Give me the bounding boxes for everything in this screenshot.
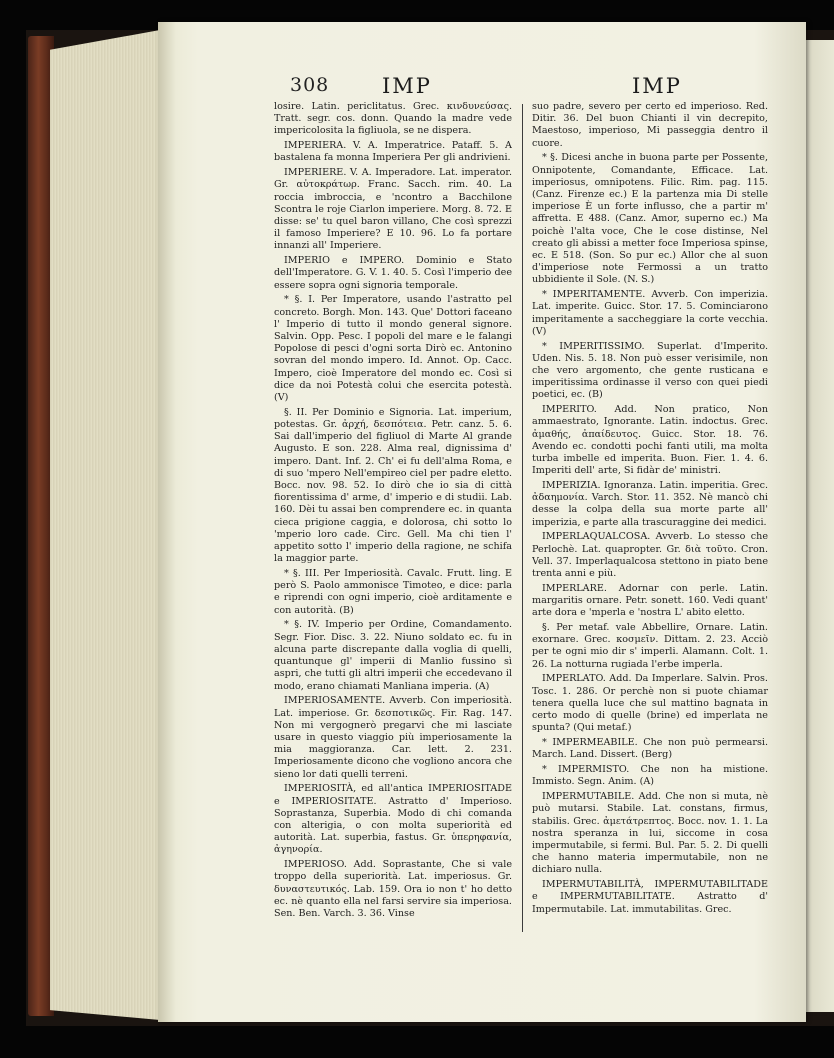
entry: * IMPERITAMENTE. Avverb. Con imperizia. Lat. imperite. Guicc. Stor. 17. 5. Cominciarono imperitamente a saccheggiare la corte vecchia. (V)	[532, 289, 768, 337]
page-number: 308	[290, 74, 330, 96]
column-divider	[522, 104, 523, 932]
entry: * §. Dicesi anche in buona parte per Possente, Onnipotente, Comandante, Efficace. Lat. imperiosus, omnipotens. Filic. Rim. pag. 115. (Canz. Firenze ec.) E la partenza mia Di stelle imperiose È un forte influsso, che a partir m' affretta. E 488. (Canz. Amor, superno ec.) Ma poichè l'alta voce, Che le cose distinse, Nel creato gli abissi a metter foce Imperiosa spinse, ec. E 518. (Son. So pur ec.) Allor che al suon d'imperiose note Fermossi a un tratto ubbidiente il Sole. (N. S.)	[532, 152, 768, 286]
running-head-left: IMP	[382, 74, 432, 98]
entry: IMPERMUTABILE. Add. Che non si muta, nè può mutarsi. Stabile. Lat. constans, firmus, stabilis. Grec. ἀμετάτρεπτος. Bocc. nov. 1. 1. La nostra speranza in lui, siccome in cosa impermutabile, si fermi. Bul. Par. 5. 2. Di quelli che hanno materia impermutabile, non ne dichiaro nulla.	[532, 791, 768, 876]
entry: §. Per metaf. vale Abbellire, Ornare. Latin. exornare. Grec. κοσμεῖν. Dittam. 2. 23. Acciò per te ogni mio dir s' imperli. Alamann. Colt. 1. 26. La notturna rugiada l'erbe imperla.	[532, 622, 768, 670]
entry: suo padre, severo per certo ed imperioso. Red. Ditir. 36. Del buon Chianti il vin decrepito, Maestoso, imperioso, Mi passeggia dentro il cuore.	[532, 101, 768, 149]
entry: IMPERIO e IMPERO. Dominio e Stato dell'Imperatore. G. V. 1. 40. 5. Così l'imperio dee essere sopra ogni signoria temporale.	[274, 255, 512, 291]
right-column	[532, 101, 768, 941]
entry: IMPERIOSITÀ, ed all'antica IMPERIOSITADE e IMPERIOSITATE. Astratto d' Imperioso. Soprastanza, Superbia. Modo di chi comanda con alterigia, o con molta superiorità ed autorità. Lat. superbia, fastus. Gr. ὑπερηφανία, ἀγηνορία.	[274, 783, 512, 856]
left-column	[274, 101, 512, 941]
entry: IMPERIERE. V. A. Imperadore. Lat. imperator. Gr. αὐτοκράτωρ. Franc. Sacch. rim. 40. La roccia imbroccia, e 'ncontro a Bacchilone Scontra le roje Ciarlon imperiere. Morg. 8. 72. E disse: se' tu quel baron villano, Che così sprezzi il famoso Imperiere? E 10. 96. Lo fa portare innanzi all' Imperiere.	[274, 167, 512, 252]
entry: IMPERMUTABILITÀ, IMPERMUTABILITADE e IMPERMUTABILITATE. Astratto d' Impermutabile. Lat. immutabilitas. Grec.	[532, 879, 768, 915]
entry: IMPERLARE. Adornar con perle. Latin. margaritis ornare. Petr. sonett. 160. Vedi quant' arte dora e 'mperla e 'nostra L' abito eletto.	[532, 582, 768, 619]
entry: * §. III. Per Imperiosità. Cavalc. Frutt. ling. E però S. Paolo ammonisce Timoteo, e dice: parla e riprendi con ogni imperio, cioè arditamente e con autorità. (B)	[274, 568, 512, 616]
entry: IMPERLAQUALCOSA. Avverb. Lo stesso che Perlochè. Lat. quapropter. Gr. διὰ τοῦτο. Cron. Vell. 37. Imperlaqualcosa stettono in piato bene trenta anni e più.	[532, 531, 768, 580]
entry: * §. IV. Imperio per Ordine, Comandamento. Segr. Fior. Disc. 3. 22. Niuno soldato ec. fu in alcuna parte discrepante dalla voglia di quelli, quantunque gl' imperii di Manlio fussino sì aspri, che tutti gli altri imperii che eccedevano il modo, erano chiamati Manliana imperia. (A)	[274, 619, 512, 692]
entry: IMPERIOSO. Add. Soprastante, Che si vale troppo della superiorità. Lat. imperiosus. Gr. δυναστευτικός. Lab. 159. Ora io non t' ho detto ec. nè quanto ella nel farsi servire sia imperiosa. Sen. Ben. Varch. 3. 36. Vinse	[274, 859, 512, 919]
entry: §. II. Per Dominio e Signoria. Lat. imperium, potestas. Gr. ἀρχή, δεσπότεια. Petr. canz. 5. 6. Sai dall'imperio del figliuol di Marte Al grande Augusto. E son. 228. Alma real, dignissima d' impero. Dant. Inf. 2. Ch' ei fu dell'alma Roma, e di suo 'mpero Nell'empireo ciel per padre eletto. Bocc. nov. 98. 52. Io dirò che io sia di città fiorentissima d' arme, d' imperio e di studii. Lab. 160. Dèi tu assai ben comprendere ec. in quanta cieca prigione caggia, e dolorosa, chi sotto lo 'mperio loro cade. Circ. Gell. Ma chi tien l' appetito sotto l' imperio della ragione, ne schifa la maggior parte.	[274, 406, 512, 565]
entry: IMPERITO. Add. Non pratico, Non ammaestrato, Ignorante. Latin. indoctus. Grec. ἀμαθής, ἀπαίδευτος. Guicc. Stor. 18. 76. Avendo ec. condotti pochi fanti utili, ma molta turba imbelle ed imperita. Buon. Fier. 1. 4. 6. Imperiti dell' arte, Si fidàr de' ministri.	[532, 404, 768, 477]
entry: * IMPERMEABILE. Che non può permearsi. March. Land. Dissert. (Berg)	[532, 737, 768, 761]
running-head-right: IMP	[632, 74, 682, 98]
entry: IMPERIZIA. Ignoranza. Latin. imperitia. Grec. ἀδαημονία. Varch. Stor. 11. 352. Nè mancò chi desse la colpa della sua morte parte all' imperizia, e parte alla trascuraggine dei medici.	[532, 480, 768, 528]
entry: * IMPERMISTO. Che non ha mistione. Immisto. Segn. Anim. (A)	[532, 764, 768, 788]
entry: IMPERIOSAMENTE. Avverb. Con imperiosità. Lat. imperiose. Gr. δεσποτικῶς. Fir. Rag. 147. Non mi vergognerò pregarvi che mi lasciate usare in questo viaggio più imperiosamente la mia maggioranza. Car. lett. 2. 231. Imperiosamente dicono che vogliono ancora che sieno lor dati quelli terreni.	[274, 695, 512, 780]
entry: * IMPERITISSIMO. Superlat. d'Imperito. Uden. Nis. 5. 18. Non può esser verisimile, non che vero argomento, che gente rusticana e imperitissima ordinasse il verso con quei piedi poetici, ec. (B)	[532, 340, 768, 401]
entry: IMPERIERA. V. A. Imperatrice. Pataff. 5. A bastalena fa monna Imperiera Per gli andrivieni.	[274, 140, 512, 164]
entry: IMPERLATO. Add. Da Imperlare. Salvin. Pros. Tosc. 1. 286. Or perchè non si puote chiamar tenera quella luce che sul mattino bagnata in certo modo di quelle (brine) ed imperlata ne spunta? (Qui metaf.)	[532, 673, 768, 734]
entry: losire. Latin. periclitatus. Grec. κινδυνεύσας. Tratt. segr. cos. donn. Quando la madre vede impericolosita la figliuola, se ne dispera.	[274, 101, 512, 137]
page-edges	[50, 30, 160, 1020]
entry: * §. I. Per Imperatore, usando l'astratto pel concreto. Borgh. Mon. 143. Que' Dottori faceano l' Imperio di tutto il mondo general signore. Salvin. Opp. Pesc. I popoli del mare e le falangi Popolose di pesci d'ogni sorta Dirò ec. Antonino sovran del mondo impero. Id. Annot. Op. Cacc. Impero, cioè Imperatore del mondo ec. Così si dice da noi Potestà colui che esercita potestà. (V)	[274, 294, 512, 404]
